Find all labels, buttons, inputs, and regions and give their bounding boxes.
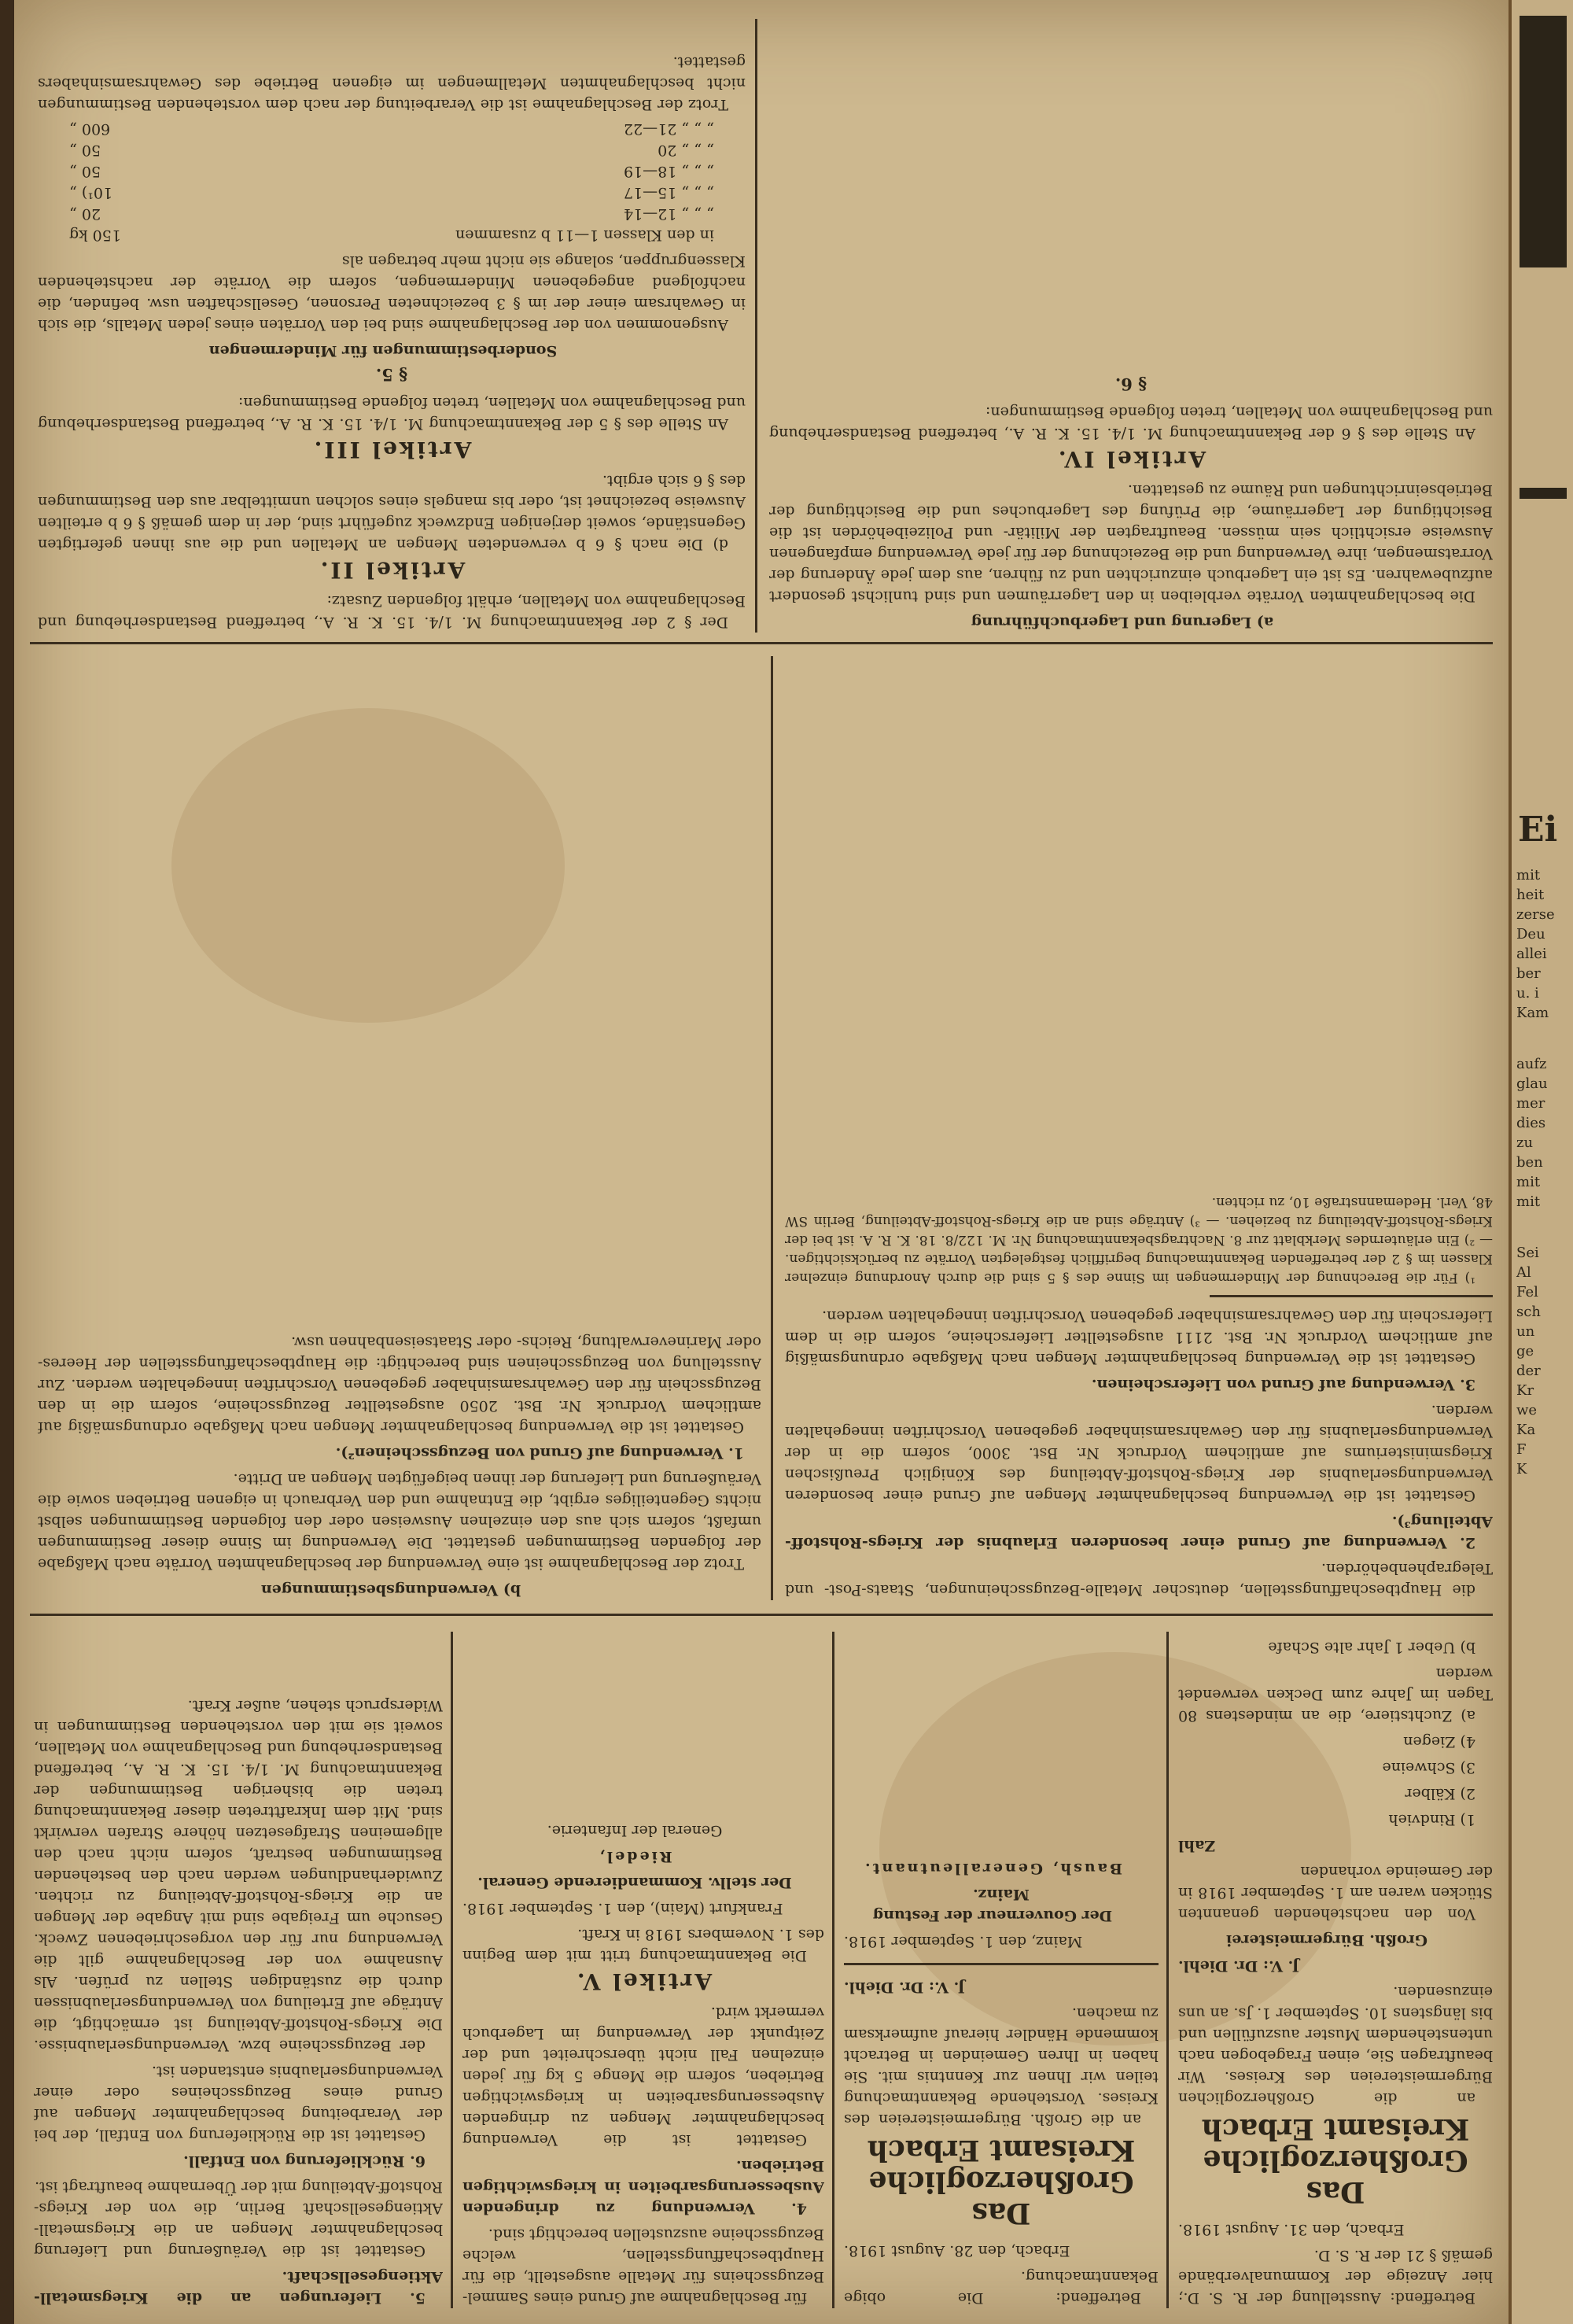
- adjacent-line: Kr: [1516, 1382, 1534, 1399]
- notice-org-title: Das Großherzogliche Kreisamt Erbach: [867, 2134, 1136, 2230]
- class-value: 50 „: [69, 142, 101, 159]
- para5-title: Sonderbestimmungen für Mindermengen: [208, 342, 558, 360]
- notice-column-2: [1178, 1632, 1493, 2308]
- adjacent-line: Deu: [1516, 926, 1545, 943]
- newspaper-page: [14, 0, 1509, 2324]
- notice-column-1: [844, 1632, 1159, 2308]
- form-line: 3) Schweine: [1382, 1759, 1475, 1776]
- adjacent-line: heit: [1516, 887, 1545, 903]
- article-v-text: Die Bekanntmachung tritt mit dem Beginn des 1. Novembers 1918 in Kraft.: [462, 1926, 824, 1964]
- general-rank: General der Infanterie.: [547, 1822, 723, 1839]
- form-col-header: Zahl: [1178, 1837, 1216, 1854]
- notice-betr1: Betreffend: Die obige Bekanntmachung.: [844, 2268, 1159, 2307]
- adjacent-line: we: [1516, 1402, 1538, 1418]
- adjacent-line: ge: [1516, 1343, 1534, 1359]
- place-date2: Mainz, den 1. September 1918.: [844, 1933, 1083, 1950]
- notice-sig2: J. V.: Dr. Diehl.: [1178, 1957, 1299, 1975]
- intro-text: Der § 2 der Bekanntmachung M. 1/4. 15. K. R. A., betreffend Bestandserhebung und Beschlagnahme von Metallen, erhält folgenden Zusatz:: [38, 592, 746, 631]
- article-iii-intro: An Stelle des § 5 der Bekanntmachung M. 1/4. 15. K. R. A., betreffend Bestandserhebung und Beschlagnahme von Metallen, treten folgende Bestimmungen:: [38, 394, 746, 433]
- adjacent-line: Sei: [1516, 1245, 1539, 1261]
- article-iii-heading: Artikel III.: [311, 437, 472, 463]
- column-rule: [1166, 1632, 1169, 2308]
- column-rule: [771, 656, 773, 1600]
- lower-left-cont: für Beschlagnahme auf Grund eines Sammel-Bezugsscheins für Metalle ausgestellt, die für Hauptbeschaffungsstellen, welche Bezugsscheine auszustellen berechtigt sind.: [462, 2226, 824, 2307]
- footnote-rule: [1210, 1295, 1493, 1297]
- class-value: 20 „: [69, 205, 101, 223]
- class-row: [69, 203, 714, 224]
- adjacent-line: K: [1516, 1461, 1527, 1477]
- notice-rule: [844, 1963, 1159, 1965]
- footnotes: ¹) Für die Berechnung der Mindermengen im Sinne des § 5 sind die durch Anordnung einzelner Klassen im § 2 der betreffenden Bekanntmachung begrifflich festgelegten Vorräte zu berücksichtigen. — ²) Ein erläuterndes Merkblatt zur 8. Nachtragsbekanntmachung Nr. M. 122/8. 18. K. R. A. ist bei der Kriegs-Rohstoff-Abteilung zu beziehen. — ³) Anträge sind an die Kriegs-Rohstoff-Abteilung, Berlin SW 48, Verl. Hedemannstraße 10, zu richten.: [785, 1194, 1493, 1286]
- lower-right-text: der Bezugsscheine bzw. Verwendungserlaubnisse. Die Kriegs-Rohstoff-Abteilung ist ermächtigt, die Anträge auf Erteilung von Verwendungserlaubnissen durch die zuständigen Stellen zu prüfen. Als Ausnahme von der Beschlagnahme gilt die Verwendung nur für den vorgeschriebenen Zweck. Gesuche um Freigabe sind mit Angabe der Mengen an die Kriegs-Rohstoff-Abteilung zu richten. Zuwiderhandlungen werden nach den bestehenden Bestimmungen bestraft, sofern nicht nach den allgemeinen Strafgesetzen höhere Strafen verwirkt sind. Mit dem Inkrafttreten dieser Bekanntmachung treten die bisherigen Bestimmungen der Bekanntmachung M. 1/4. 15. K. R. A., betreffend Bestandserhebung und Beschlagnahme von Metallen, soweit sie mit den vorstehenden Bestimmungen in Widerspruch stehen, außer Kraft.: [34, 1697, 443, 2054]
- b-title: b) Verwendungsbestimmungen: [260, 1581, 521, 1599]
- adjacent-line: aufz: [1516, 1056, 1547, 1072]
- adjacent-line: F: [1516, 1441, 1527, 1458]
- adjacent-line: Ka: [1516, 1422, 1536, 1438]
- class-label: „ „ „ 12—14: [623, 205, 714, 223]
- class-row: [69, 182, 714, 203]
- a-title: a) Lagerung und Lagerbuchführung: [971, 614, 1274, 631]
- article-iv-intro: An Stelle des § 6 der Bekanntmachung M. 1/4. 15. K. R. A., betreffend Bestandserhebung und Beschlagnahme von Metallen, treten folgende Bestimmungen:: [769, 404, 1493, 442]
- place-date: Frankfurt (Main), den 1. September 1918.: [462, 1900, 783, 1917]
- article-ii-heading: Artikel II.: [318, 557, 466, 583]
- right-block-column: [785, 656, 1493, 1600]
- section-rule: [30, 1614, 1493, 1616]
- paragraph-6: § 6.: [1114, 374, 1148, 394]
- authority: Der stellv. Kommandierende General.: [477, 1874, 792, 1891]
- notice-betr2: Betreffend: Ausstellung der R. S. D.; hier Anzeige der Kommunalverbände gemäß § 21 der R. S. D.: [1178, 2247, 1493, 2307]
- adjacent-line: allei: [1516, 946, 1547, 962]
- adjacent-page-strip: [1509, 0, 1573, 2324]
- left-block-top: [38, 19, 746, 633]
- b-text: Trotz der Beschlagnahme ist eine Verwendung der beschlagnahmten Vorräte nach Maßgabe der folgenden Bestimmungen gestattet. Die Verwendung im Sinne dieser Bestimmungen umfaßt, sofern sich aus den einzelnen Ausweisen oder den folgenden Bestimmungen selbst nichts Gegenteiliges ergibt, die Entnahme und den Verbrauch in eigenen Betrieben sowie die Veräußerung und Lieferung der ihnen beigefügten Mengen an Dritte.: [38, 1470, 761, 1573]
- class-value: 50 „: [69, 163, 101, 180]
- class-value: 150 kg: [69, 227, 121, 244]
- class-value: 600 „: [69, 120, 111, 138]
- general-name: Riedel,: [597, 1848, 672, 1865]
- a-text: Die beschlagnahmten Vorräte verbleiben in den Lagerräumen und sind tunlichst gesondert aufzubewahren. Es ist ein Lagerbuch einzurichten und zu führen, aus dem jede Änderung der Vorratsmengen, ihre Verwendung und die Bezeichnung der für jede Verwendung empfangenen Ausweise ersichtlich sein müssen. Beauftragten der Militär- und Polizeibehörden ist die Besichtigung der Lagerräume, die Prüfung des Lagerbuches und die Besichtigung der Betriebseinrichtungen und Räume zu gestatten.: [769, 481, 1493, 605]
- article-v-column: [462, 1632, 824, 2308]
- item2-title: 2. Verwendung auf Grund einer besonderen Erlaubnis der Kriegs-Rohstoff-Abteilung³).: [785, 1513, 1493, 1551]
- rotated-page-content: [14, 0, 1509, 2324]
- form-line: a) Zuchtstiere, die an mindestens 80 Tagen im Jahre zum Decken verwendet werden: [1178, 1665, 1493, 1725]
- paragraph-5: § 5.: [375, 365, 408, 385]
- form-line: 1) Rindvieh: [1388, 1811, 1475, 1828]
- form-line: 2) Kälber: [1405, 1785, 1475, 1802]
- class-label: „ „ „ 15—17: [623, 184, 714, 201]
- para5-after: Trotz der Beschlagnahme ist die Verarbeitung der nach dem vorstehenden Bestimmungen nicht beschlagnahmten Metallmengen im eigenen Betriebe des Gewahrsamsinhabers gestattet.: [38, 53, 746, 113]
- class-label: „ „ „ 18—19: [623, 163, 714, 180]
- class-row: [69, 118, 714, 139]
- column-rule: [451, 1632, 453, 2308]
- class-label: „ „ „ 21—22: [623, 120, 714, 138]
- article-v-heading: Artikel V.: [574, 1968, 713, 1994]
- adjacent-text: [1516, 865, 1573, 1479]
- adjacent-line: zu: [1516, 1134, 1534, 1151]
- authority2: Der Gouverneur der Festung Mainz.: [872, 1886, 1113, 1924]
- adjacent-line: dies: [1516, 1115, 1546, 1131]
- item1-title: 1. Verwendung auf Grund von Bezugsscheinen²).: [335, 1444, 744, 1462]
- article-iv-heading: Artikel IV.: [1055, 446, 1206, 472]
- right-cont-top: die Hauptbeschaffungsstellen, deutscher Metalle-Bezugsscheinungen, Staats-Post- und Telegraphenbehörden.: [785, 1560, 1493, 1599]
- item3-text: Gestattet ist die Verwendung beschlagnahmter Mengen nach Maßgabe ordnungsmäßig auf amtlichem Vordruck Nr. Bst. 2111 ausgestellter Lieferscheine, sofern die in dem Lieferschein für den Gewahrsamsinhaber gegebenen Vorschriften innegehalten werden.: [785, 1308, 1493, 1367]
- item5-title: 5. Lieferungen an die Kriegsmetall-Aktiengesellschaft.: [34, 2268, 443, 2307]
- adjacent-line: un: [1516, 1323, 1535, 1340]
- item3-title: 3. Verwendung auf Grund von Lieferscheinen.: [1091, 1376, 1475, 1393]
- item4-title: 4. Verwendung zu dringenden Ausbesserungsarbeiten in kriegswichtigen Betrieben.: [462, 2157, 824, 2217]
- form-line: b) Ueber 1 Jahr alte Schafe: [1268, 1639, 1475, 1656]
- column-rule: [832, 1632, 834, 2308]
- adjacent-headline: Ei: [1518, 810, 1558, 850]
- class-label: in den Klassen 1—11 b zusammen: [455, 227, 714, 244]
- notice-sig1: J. V.: Dr. Diehl.: [844, 1979, 965, 1996]
- class-label: „ „ „ 20: [658, 142, 714, 159]
- form-head: Großh. Bürgermeisterei: [1226, 1931, 1427, 1949]
- items-5-6-column: [34, 1632, 443, 2308]
- class-value: 10¹) „: [69, 184, 113, 201]
- class-row: [69, 160, 714, 182]
- adjacent-line: ber: [1516, 965, 1541, 982]
- column-rule: [755, 19, 757, 633]
- adjacent-line: glau: [1516, 1075, 1548, 1092]
- form-line: 4) Ziegen: [1403, 1733, 1475, 1750]
- adjacent-line: mit: [1516, 867, 1541, 883]
- left-block-articles: [769, 19, 1493, 633]
- para5-text: Ausgenommen von der Beschlagnahme sind bei den Vorräten eines jeden Metalls, die sich in Gewahrsam einer der im § 3 bezeichneten Personen, Gesellschaften usw. befinden, die nachfolgend angegebenen Mindermengen, sofern die Vorräte der nachstehenden Klassengruppen, solange sie nicht mehr betragen als: [38, 253, 746, 334]
- name2: Baush, Generalleutnant.: [863, 1860, 1122, 1877]
- item1-text: Gestattet ist die Verwendung beschlagnahmter Mengen nach Maßgabe ordnungsmäßig auf amtlichem Vordruck Nr. Bst. 2050 ausgestellter Bezugsscheine, sofern die in den Bezugsschein für den Gewahrsamsinhaber gegebenen Vorschriften innegehalten werden. Zur Ausstellung von Bezugsscheinen sind berechtigt: die Hauptbeschaffungsstellen der Heeres- oder Marineverwaltung, Reichs- oder Staatseisenbahnen usw.: [38, 1334, 761, 1436]
- item4-text: Gestattet ist die Verwendung beschlagnahmter Mengen zu dringenden Ausbesserungsarbeiten in kriegswichtigen Betrieben, sofern die Menge 5 kg für jeden einzelnen Fall nicht überschreitet und der Zeitpunkt der Verwendung im Lagerbuch vermerkt wird.: [462, 2004, 824, 2149]
- left-block-lower: [38, 656, 761, 1600]
- d-item: d) Die nach § 6 b verwendeten Mengen an Metallen und die aus ihnen gefertigten Gegenstände, soweit derjenigen Endzweck zugeführt sind, der in dem gemäß § 6 b erteilten Ausweise bezeichnet ist, oder bis mangels eines solchen unmittelbar aus den Bestimmungen des § 6 sich ergibt.: [38, 472, 746, 553]
- notice-place-line2: Erbach, den 31. August 1918.: [1178, 2221, 1405, 2238]
- adjacent-line: Kam: [1516, 1005, 1549, 1021]
- section-rule: [30, 642, 1493, 644]
- adjacent-line: Al: [1516, 1264, 1531, 1281]
- adjacent-line: zerse: [1516, 906, 1555, 923]
- adjacent-line: der: [1516, 1363, 1541, 1379]
- adjacent-line: mit: [1516, 1193, 1541, 1210]
- item6-text: Gestattet ist die Rücklieferung von Entfall, der bei der Verarbeitung beschlagnahmter Mengen auf Grund eines Bezugsscheines oder einer Verwendungserlaubnis entstanden ist.: [34, 2063, 443, 2144]
- adjacent-line: u. i: [1516, 985, 1539, 1002]
- item6-title: 6. Rücklieferung von Entfall.: [183, 2152, 425, 2170]
- adjacent-line: ben: [1516, 1154, 1543, 1171]
- masthead-bar: [1520, 16, 1567, 267]
- notice-body1: an die Großh. Bürgermeistereien des Kreises. Vorstehende Bekanntmachung teilen wir Ihnen zur Kenntnis mit. Sie haben in Ihren Gemeinden in Betracht kommende Händler hierauf aufmerksam zu machen.: [844, 2005, 1159, 2128]
- adjacent-line: mer: [1516, 1095, 1545, 1112]
- item2-text: Gestattet ist die Verwendung beschlagnahmter Mengen auf Grund einer besonderen Verwendungserlaubnis der Kriegs-Rohstoff-Abteilung des Königlich Preußischen Kriegsministeriums auf amtlichem Vordruck Nr. Bst. 3000, sofern die in der Verwendungserlaubnis für den Gewahrsamsinhaber gegebenen Vorschriften innegehalten werden.: [785, 1402, 1493, 1504]
- adjacent-line: mit: [1516, 1174, 1541, 1190]
- adjacent-line: sch: [1516, 1304, 1541, 1320]
- class-table: [69, 118, 714, 245]
- rule-bar: [1520, 488, 1567, 499]
- form-line: Von den nachstehenden genannten Stücken waren am 1. September 1918 in der Gemeinde vorhanden: [1178, 1863, 1493, 1923]
- class-row: [69, 139, 714, 160]
- notice-org-title2: Das Großherzogliche Kreisamt Erbach: [1201, 2112, 1470, 2208]
- class-row: [69, 224, 714, 245]
- notice-place-line1: Erbach, den 28. August 1918.: [844, 2242, 1070, 2259]
- item5-text: Gestattet ist die Veräußerung und Lieferung beschlagnahmter Mengen an die Kriegsmetall-Aktiengesellschaft Berlin, die von der Kriegs-Rohstoff-Abteilung mit der Übernahme beauftragt ist.: [34, 2178, 443, 2259]
- adjacent-line: Fel: [1516, 1284, 1538, 1300]
- notice-body2: an die Großherzoglichen Bürgermeistereien des Kreises. Wir beauftragen Sie, einen Fragebogen nach untenstehendem Muster auszufüllen und bis längstens 10. September 1. Js. an uns einzusenden.: [1178, 1983, 1493, 2107]
